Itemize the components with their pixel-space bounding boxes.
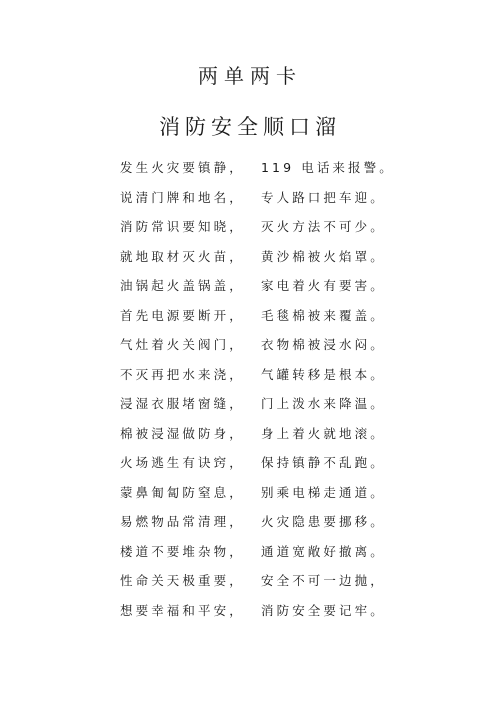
verse-row	[0, 330, 500, 360]
verse-row	[0, 271, 500, 301]
verse-row	[0, 212, 500, 242]
verse-row	[0, 301, 500, 331]
verse-second-half: 火灾隐患要挪移。	[261, 514, 386, 529]
verse-row	[0, 389, 500, 419]
verse-list	[0, 153, 500, 625]
verse-second-half: 消防安全要记牢。	[261, 602, 386, 618]
verse-row	[0, 507, 500, 537]
verse-first-half: 就地取材灭火苗，	[120, 248, 245, 264]
verse-row	[0, 360, 500, 390]
verse-first-half: 说清门牌和地名，	[120, 189, 245, 205]
verse-second-half: 别乘电梯走通道。	[261, 484, 386, 500]
verse-first-half: 气灶着火关阀门，	[120, 337, 245, 352]
verse-first-half: 易燃物品常清理，	[120, 514, 245, 529]
verse-row	[0, 153, 500, 183]
verse-row	[0, 448, 500, 478]
verse-first-half: 消防常识要知晓，	[120, 219, 245, 234]
verse-row	[0, 183, 500, 213]
verse-row	[0, 596, 500, 626]
page-subtitle: 消防安全顺口溜	[159, 115, 341, 139]
verse-row	[0, 478, 500, 508]
verse-first-half: 发生火灾要镇静，	[120, 160, 245, 175]
verse-row	[0, 419, 500, 449]
verse-row	[0, 566, 500, 596]
verse-first-half: 油锅起火盖锅盖，	[120, 278, 245, 293]
verse-second-half: 保持镇静不乱跑。	[261, 455, 386, 470]
verse-row	[0, 242, 500, 272]
verse-second-half: 通道宽敞好撤离。	[261, 543, 386, 559]
verse-second-half: 家电着火有要害。	[261, 278, 386, 293]
verse-first-half: 蒙鼻匍匐防窒息，	[120, 484, 245, 500]
verse-first-half: 棉被浸湿做防身，	[120, 425, 245, 441]
verse-first-half: 性命关天极重要，	[120, 573, 245, 588]
verse-second-half: 衣物棉被浸水闷。	[261, 337, 386, 352]
verse-first-half: 想要幸福和平安，	[120, 602, 245, 618]
verse-first-half: 不灭再把水来浇，	[120, 366, 245, 382]
verse-second-half: 门上泼水来降温。	[261, 396, 386, 411]
verse-second-half: 119 电话来报警。	[261, 160, 395, 175]
verse-second-half: 灭火方法不可少。	[261, 219, 386, 234]
page-title: 两单两卡	[198, 64, 302, 88]
verse-first-half: 火场逃生有诀窍，	[120, 455, 245, 470]
verse-first-half: 浸湿衣服堵窗缝，	[120, 396, 245, 411]
verse-second-half: 身上着火就地滚。	[261, 425, 386, 441]
verse-row	[0, 537, 500, 567]
verse-second-half: 黄沙棉被火焰罩。	[261, 248, 386, 264]
verse-first-half: 首先电源要断开，	[120, 307, 245, 323]
verse-second-half: 安全不可一边抛，	[261, 573, 386, 588]
verse-first-half: 楼道不要堆杂物，	[120, 543, 245, 559]
verse-second-half: 毛毯棉被来覆盖。	[261, 307, 386, 323]
verse-second-half: 专人路口把车迎。	[261, 189, 386, 205]
verse-second-half: 气罐转移是根本。	[261, 366, 386, 382]
